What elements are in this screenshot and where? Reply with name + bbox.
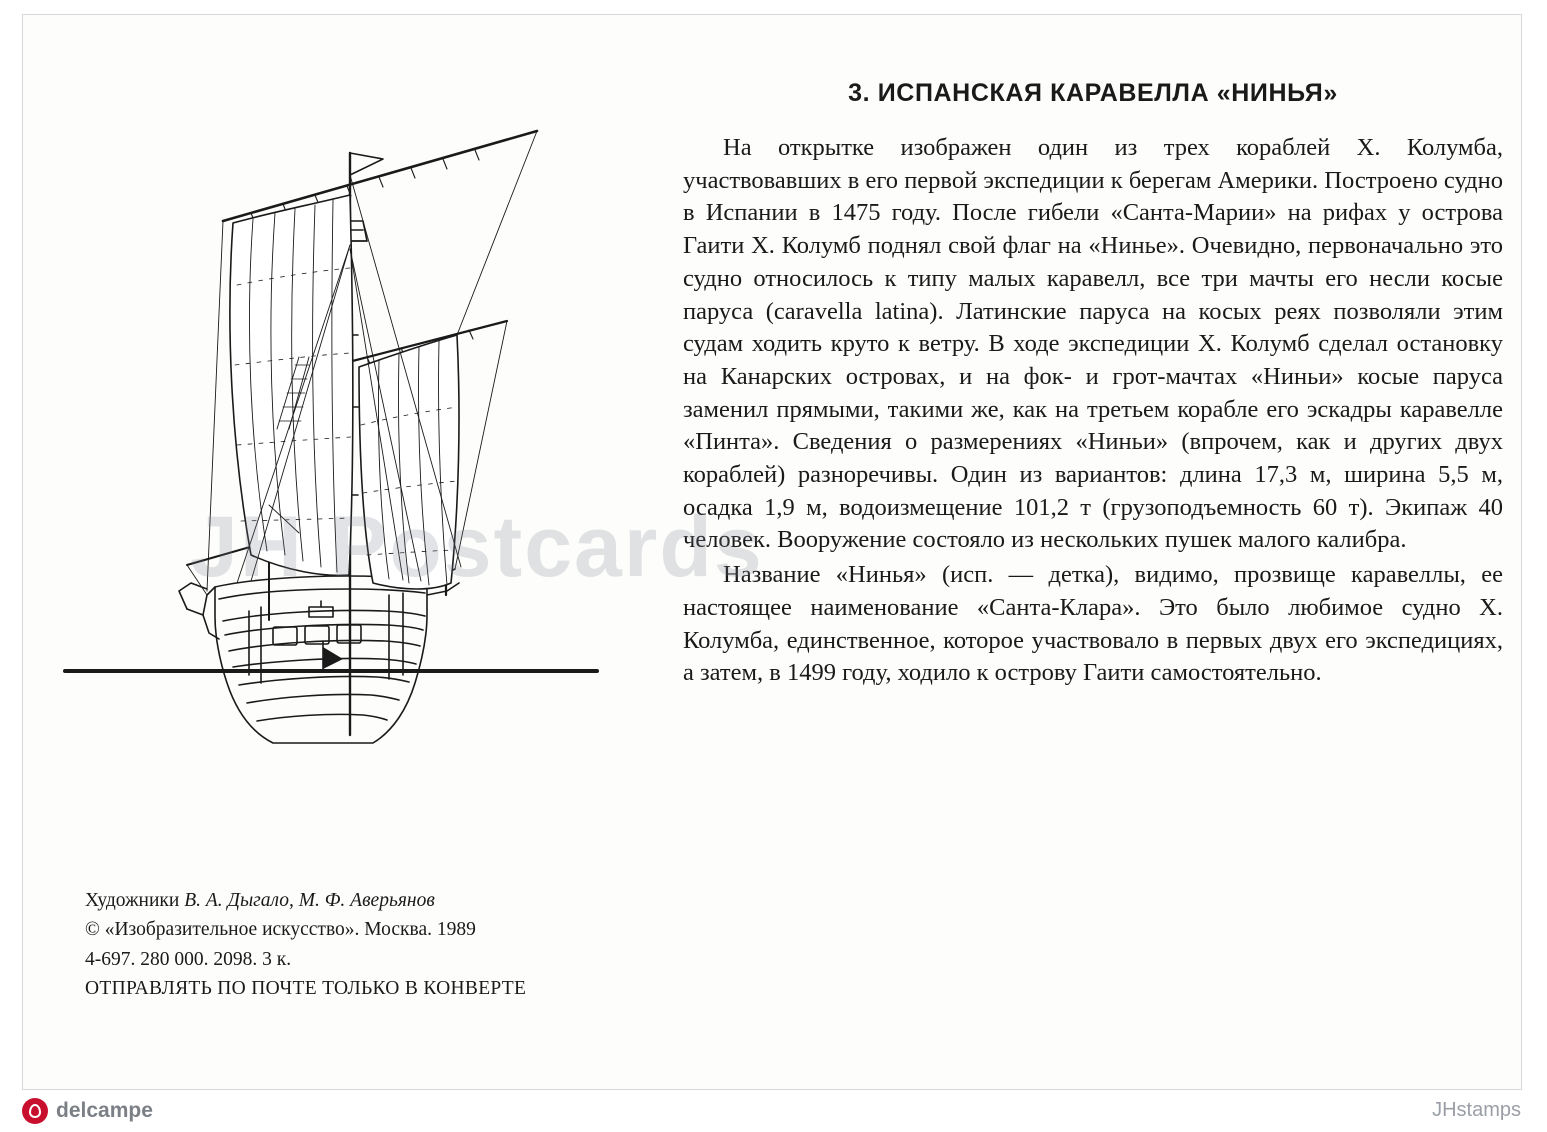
ship-illustration xyxy=(37,35,682,835)
mailing-notice-line: ОТПРАВЛЯТЬ ПО ПОЧТЕ ТОЛЬКО В КОНВЕРТЕ xyxy=(85,977,527,999)
watermark-center-text: JH Postcards xyxy=(190,499,764,595)
artists-label: Художники xyxy=(85,890,180,911)
artists-line xyxy=(85,886,845,915)
paragraph-1: На открытке изображен один из трех кораблей Х. Колумба, участвовавших в его первой экспедиции к берегам Америки. Построено судно в Испании в 1475 году. После гибели «Санта-Марии» на рифах у острова Гаити Х. Колумб поднял свой флаг на «Нинье». Очевидно, первоначально это судно относилось к типу малых каравелл, все три мачты его несли косые паруса (caravella latina). Латинские паруса на косых реях позволяли этим судам ходить круто к ветру. В ходе экспедиции Х. Колумб сделал остановку на Канарских островах, и на фок- и грот-мачтах «Ниньи» косые паруса заменил прямыми, такими же, как на третьем корабле его эскадры каравелле «Пинта». Сведения о размерениях «Ниньи» (впрочем, как и других двух кораблей) разноречивы. Один из вариантов: длина 17,3 м, ширина 5,5 м, осадка 1,9 м, водоизмещение 101,2 т (грузоподъемность 60 т). Экипаж 40 человек. Вооружение состояло из нескольких пушек малого калибра. xyxy=(683,134,1503,554)
delcampe-logo-icon xyxy=(22,1098,48,1124)
artists-names: В. А. Дыгало, М. Ф. Аверьянов xyxy=(184,890,435,911)
watermark-right-text: JHstamps xyxy=(1432,1099,1521,1121)
paragraph-2: Название «Нинья» (исп. — детка), видимо, прозвище каравеллы, ее настоящее наименование «Санта-Клара». Это было любимое судно Х. Колумба, единственное, которое участвовало в первых двух его экспедициях, а затем, в 1499 году, ходило к острову Гаити самостоятельно. xyxy=(683,561,1503,687)
imprint-block xyxy=(85,886,845,1003)
publisher-line: © «Изобразительное искусство». Москва. 1989 xyxy=(85,919,476,941)
postcard xyxy=(22,14,1522,1090)
delcampe-brand-label: delcampe xyxy=(56,1099,153,1122)
page-title: 3. ИСПАНСКАЯ КАРАВЕЛЛА «НИНЬЯ» xyxy=(848,79,1338,107)
article-text xyxy=(683,79,1503,692)
watermark-delcampe xyxy=(22,1098,153,1124)
print-codes-line: 4-697. 280 000. 2098. 3 к. xyxy=(85,948,292,970)
